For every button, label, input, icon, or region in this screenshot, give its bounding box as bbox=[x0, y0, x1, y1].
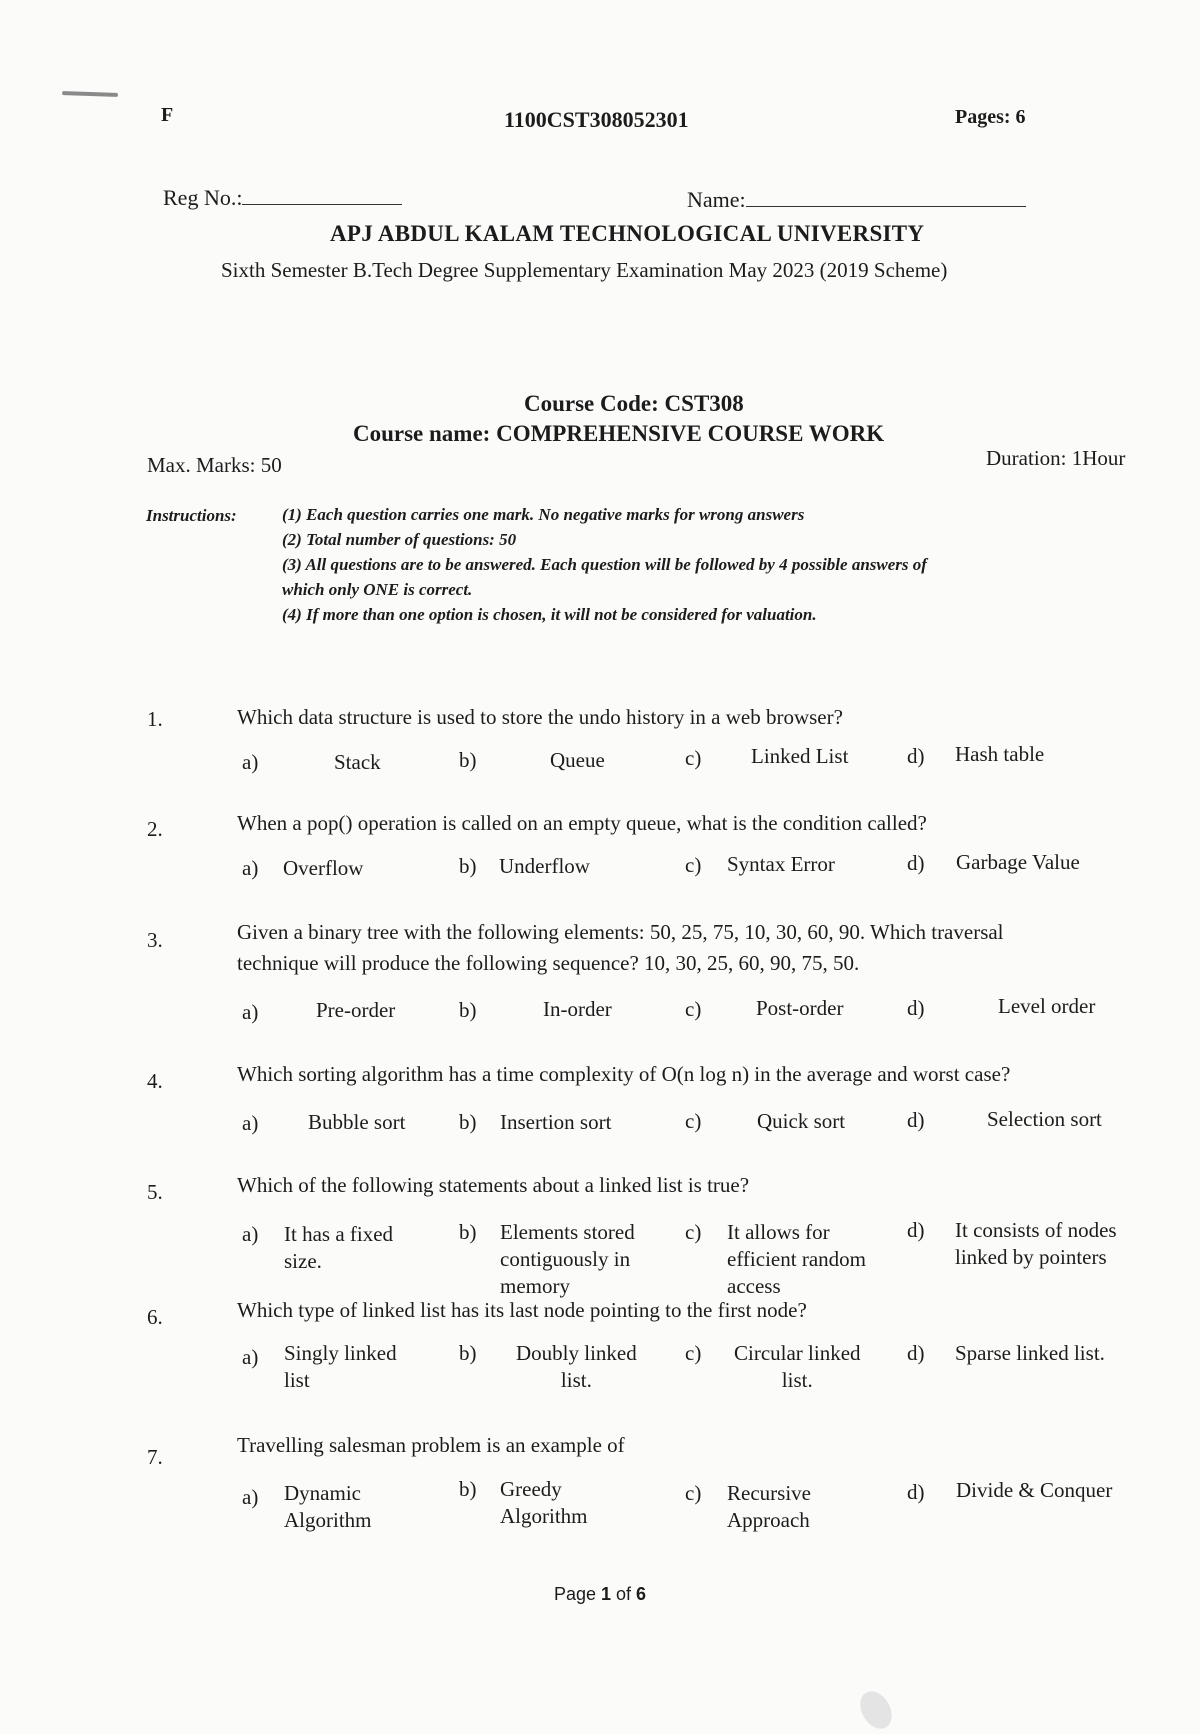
option-text: Stack bbox=[334, 750, 381, 774]
option-label: a) bbox=[242, 1000, 259, 1024]
option-c bbox=[685, 1340, 701, 1367]
option-d bbox=[907, 1479, 925, 1506]
option-text: Selection sort bbox=[987, 1107, 1102, 1131]
option-label: a) bbox=[242, 750, 259, 774]
option-a bbox=[242, 1221, 258, 1248]
page-count: Pages: 6 bbox=[955, 106, 1026, 128]
option-d bbox=[907, 850, 925, 877]
option-label: c) bbox=[685, 853, 702, 877]
option-text: Divide & Conquer bbox=[956, 1478, 1113, 1502]
option-label: b) bbox=[459, 1341, 477, 1365]
name-field bbox=[687, 187, 1026, 213]
option-label: b) bbox=[459, 1220, 477, 1244]
option-label: a) bbox=[242, 1111, 259, 1135]
scan-artifact bbox=[62, 91, 118, 97]
option-text: It allows for efficient random access bbox=[727, 1220, 866, 1298]
instruction-item: (4) If more than one option is chosen, it will not be considered for valuation. bbox=[282, 605, 817, 624]
question-text: When a pop() operation is called on an empty queue, what is the condition called? bbox=[237, 811, 927, 835]
question-number: 2. bbox=[147, 817, 163, 841]
option-label: d) bbox=[907, 996, 925, 1020]
option-label: c) bbox=[685, 1109, 702, 1133]
option-text: Overflow bbox=[283, 856, 364, 880]
paper-code: 1100CST308052301 bbox=[504, 107, 689, 132]
page-footer bbox=[0, 1584, 1200, 1605]
scan-smudge bbox=[854, 1686, 898, 1734]
question-number: 4. bbox=[147, 1069, 163, 1093]
option-label: c) bbox=[685, 1220, 702, 1244]
duration: Duration: 1Hour bbox=[986, 446, 1126, 470]
option-label: d) bbox=[907, 1218, 925, 1242]
course-name: Course name: COMPREHENSIVE COURSE WORK bbox=[353, 421, 885, 446]
option-b bbox=[459, 997, 477, 1024]
option-label: b) bbox=[459, 998, 477, 1022]
option-label: d) bbox=[907, 851, 925, 875]
option-a bbox=[242, 749, 258, 776]
footer-current-page: 1 bbox=[601, 1584, 612, 1604]
option-text: Underflow bbox=[499, 854, 590, 878]
option-label: d) bbox=[907, 1108, 925, 1132]
option-d bbox=[907, 743, 925, 770]
option-label: d) bbox=[907, 744, 925, 768]
option-a bbox=[242, 855, 258, 882]
option-d bbox=[907, 995, 925, 1022]
option-text: It has a fixed size. bbox=[284, 1222, 394, 1273]
option-d bbox=[907, 1340, 925, 1367]
question-text: Which data structure is used to store the undo history in a web browser? bbox=[237, 705, 843, 729]
option-c bbox=[685, 745, 701, 772]
option-label: c) bbox=[685, 746, 702, 770]
course-code: Course Code: CST308 bbox=[524, 391, 744, 416]
option-text: Circular linked list. bbox=[734, 1341, 861, 1392]
reg-no-label: Reg No.: bbox=[163, 185, 243, 210]
option-text: Garbage Value bbox=[956, 850, 1080, 874]
option-d bbox=[907, 1107, 925, 1134]
option-text: Greedy Algorithm bbox=[500, 1477, 588, 1528]
option-label: b) bbox=[459, 748, 477, 772]
option-a bbox=[242, 1110, 258, 1137]
option-label: b) bbox=[459, 1477, 477, 1501]
footer-mid: of bbox=[611, 1584, 637, 1604]
reg-no-blank bbox=[242, 186, 402, 205]
option-text: Elements stored contiguously in memory bbox=[500, 1220, 635, 1298]
option-text: Pre-order bbox=[316, 998, 396, 1022]
option-b bbox=[459, 747, 477, 774]
option-a bbox=[242, 1484, 258, 1511]
instruction-item: which only ONE is correct. bbox=[282, 580, 473, 599]
option-label: a) bbox=[242, 1485, 259, 1509]
reg-no-field bbox=[163, 185, 402, 211]
option-label: c) bbox=[685, 1481, 702, 1505]
series-letter: F bbox=[161, 104, 174, 126]
option-text: Doubly linked list. bbox=[516, 1341, 637, 1392]
question-text: Which of the following statements about a linked list is true? bbox=[237, 1173, 750, 1197]
instruction-item: (1) Each question carries one mark. No negative marks for wrong answers bbox=[282, 505, 805, 524]
option-text: Recursive Approach bbox=[727, 1481, 811, 1532]
option-a bbox=[242, 999, 258, 1026]
name-blank bbox=[746, 188, 1026, 207]
option-text: Post-order bbox=[756, 996, 844, 1020]
instructions-list bbox=[282, 502, 927, 627]
name-label: Name: bbox=[687, 187, 746, 212]
exam-title: Sixth Semester B.Tech Degree Supplementary Examination May 2023 (2019 Scheme) bbox=[221, 258, 948, 282]
option-label: d) bbox=[907, 1341, 925, 1365]
option-c bbox=[685, 852, 701, 879]
max-marks: Max. Marks: 50 bbox=[147, 453, 282, 477]
option-text: Linked List bbox=[751, 744, 849, 768]
footer-prefix: Page bbox=[553, 1584, 601, 1604]
option-label: b) bbox=[459, 1110, 477, 1134]
option-label: b) bbox=[459, 854, 477, 878]
university-title: APJ ABDUL KALAM TECHNOLOGICAL UNIVERSITY bbox=[330, 221, 925, 246]
option-label: d) bbox=[907, 1480, 925, 1504]
option-text: Hash table bbox=[955, 742, 1045, 766]
instruction-item: (2) Total number of questions: 50 bbox=[282, 530, 517, 549]
instruction-item: (3) All questions are to be answered. Each question will be followed by 4 possible answers of bbox=[282, 555, 927, 574]
question-number: 6. bbox=[147, 1305, 163, 1329]
question-number: 3. bbox=[147, 928, 163, 952]
option-text: Quick sort bbox=[757, 1109, 846, 1133]
option-label: c) bbox=[685, 997, 702, 1021]
option-label: a) bbox=[242, 856, 259, 880]
option-text: Singly linked list bbox=[284, 1341, 397, 1392]
question-text: Which sorting algorithm has a time complexity of O(n log n) in the average and worst case? bbox=[237, 1062, 1011, 1086]
option-label: a) bbox=[242, 1345, 259, 1369]
option-text: Bubble sort bbox=[308, 1110, 406, 1134]
option-a bbox=[242, 1344, 258, 1371]
instructions-label: Instructions: bbox=[146, 506, 237, 525]
option-c bbox=[685, 996, 701, 1023]
option-label: a) bbox=[242, 1222, 259, 1246]
option-c bbox=[685, 1219, 701, 1246]
option-b bbox=[459, 853, 477, 880]
question-text: Given a binary tree with the following elements: 50, 25, 75, 10, 30, 60, 90. Which traversal bbox=[237, 920, 1004, 944]
option-c bbox=[685, 1480, 701, 1507]
option-text: It consists of nodes linked by pointers bbox=[955, 1218, 1117, 1269]
question-number: 7. bbox=[147, 1445, 163, 1469]
option-text: Syntax Error bbox=[727, 852, 835, 876]
option-b bbox=[459, 1109, 477, 1136]
question-text-continued: technique will produce the following sequence? 10, 30, 25, 60, 90, 75, 50. bbox=[237, 951, 860, 975]
question-number: 1. bbox=[147, 707, 163, 731]
option-label: c) bbox=[685, 1341, 702, 1365]
question-number: 5. bbox=[147, 1180, 163, 1204]
question-text: Which type of linked list has its last node pointing to the first node? bbox=[237, 1298, 807, 1322]
question-text: Travelling salesman problem is an example of bbox=[237, 1433, 625, 1457]
option-b bbox=[459, 1340, 477, 1367]
option-c bbox=[685, 1108, 701, 1135]
option-b bbox=[459, 1219, 477, 1246]
option-text: Sparse linked list. bbox=[955, 1341, 1105, 1365]
footer-total-pages: 6 bbox=[636, 1584, 647, 1604]
option-text: Dynamic Algorithm bbox=[284, 1481, 372, 1532]
option-b bbox=[459, 1476, 477, 1503]
option-text: Level order bbox=[998, 994, 1096, 1018]
option-text: Insertion sort bbox=[500, 1110, 612, 1134]
option-text: Queue bbox=[550, 748, 605, 772]
option-d bbox=[907, 1217, 925, 1244]
option-text: In-order bbox=[543, 997, 612, 1021]
